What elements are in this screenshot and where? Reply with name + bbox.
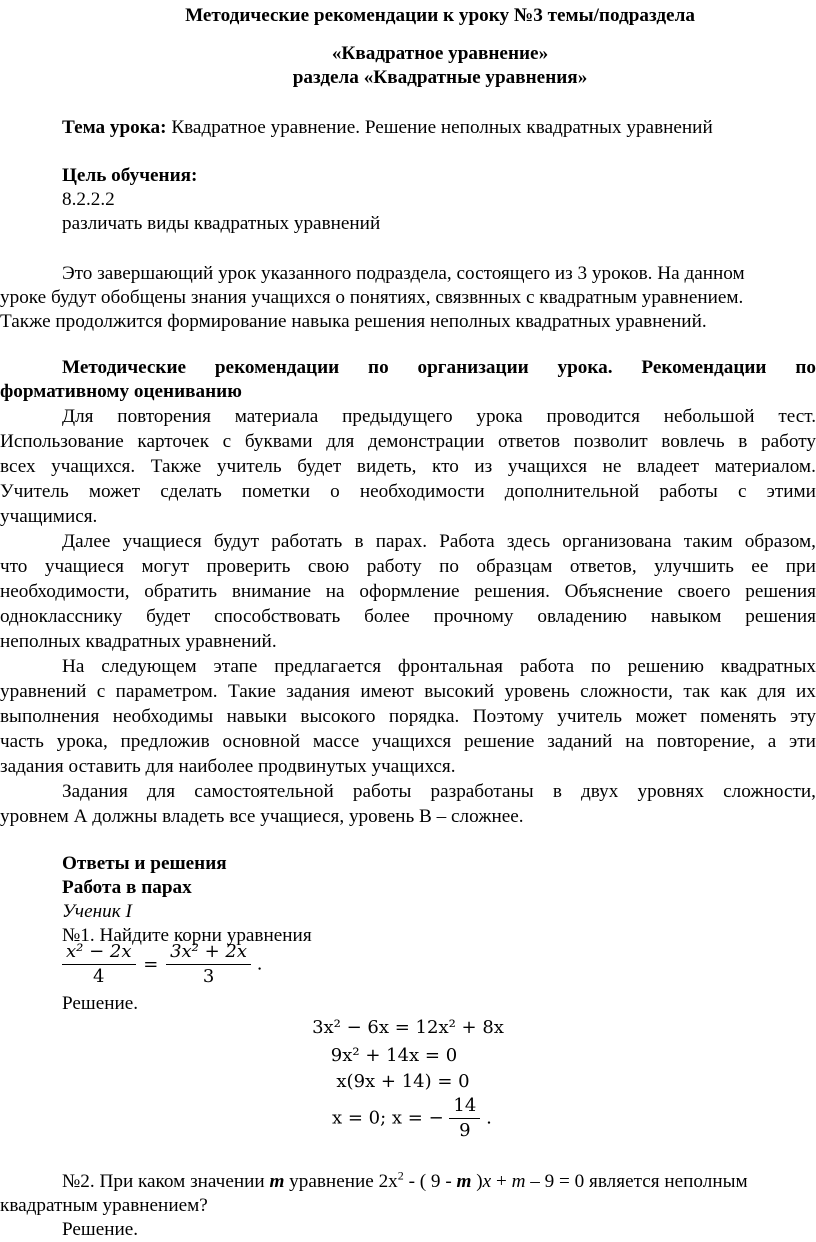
word: сложности,	[723, 781, 816, 802]
word: организована	[562, 531, 672, 552]
word: учитель	[216, 456, 282, 477]
word: предложив	[120, 731, 210, 752]
intro-line-1: Это завершающий урок указанного подраздела, состоящего из 3 уроков. На данном	[62, 263, 745, 284]
para2-line-3	[0, 580, 816, 604]
word: овладению	[537, 606, 628, 627]
step4-fraction	[449, 1096, 480, 1141]
task2-exponent: 2	[397, 1168, 404, 1183]
para4-line-2: уровнем А должны владеть все учащиеся, уровень В – сложнее.	[0, 806, 524, 827]
word: для	[757, 681, 786, 702]
word: предыдущего	[342, 406, 453, 427]
equals-sign: =	[143, 953, 159, 975]
word: порядка.	[388, 706, 460, 727]
word: необходимости	[359, 481, 485, 502]
right-denominator: 3	[202, 966, 215, 987]
word: решения	[745, 581, 816, 602]
word: пометки	[241, 481, 310, 502]
word: ответов,	[569, 556, 637, 577]
word: оформление	[359, 581, 460, 602]
word: внимание	[231, 581, 312, 602]
solution-label-2: Решение.	[62, 1219, 139, 1240]
left-numerator: x² − 2x	[66, 941, 132, 962]
word: выполнения	[0, 706, 100, 727]
word: может	[635, 706, 687, 727]
word: Также	[150, 456, 202, 477]
word: организации	[417, 357, 529, 378]
word: учащихся.	[51, 456, 136, 477]
left-denominator: 4	[93, 966, 105, 987]
task2-param: m	[456, 1171, 472, 1192]
word: сделать	[160, 481, 222, 502]
word: Объяснение	[564, 581, 663, 602]
goal-label: Цель обучения:	[62, 165, 198, 186]
doc-title-line1: Методические рекомендации к уроку №3 темы/подраздела	[185, 5, 695, 26]
word: урока,	[56, 731, 108, 752]
para2-line-5: неполных квадратных уравнений.	[0, 631, 277, 652]
word: демонстрации	[368, 431, 485, 452]
task2-line-2: квадратным уравнением?	[0, 1195, 208, 1216]
right-fraction	[166, 942, 251, 987]
method-heading-line-1	[62, 356, 816, 380]
word: решение	[463, 731, 535, 752]
word: работать	[271, 531, 343, 552]
word: Использование	[0, 431, 124, 452]
word: будет	[146, 606, 191, 627]
word: по	[439, 556, 459, 577]
para1-line-2	[0, 430, 816, 454]
word: следующем	[101, 656, 197, 677]
word: высокого	[300, 706, 376, 727]
word: карточек	[137, 431, 210, 452]
word: этими	[766, 481, 816, 502]
word: буквами	[244, 431, 313, 452]
task2-param: m	[269, 1171, 285, 1192]
para3-line-3	[0, 705, 816, 729]
task2-text	[62, 1170, 748, 1194]
method-heading-line-2: формативному оцениванию	[0, 381, 242, 402]
word: для	[326, 431, 355, 452]
word: образом,	[744, 531, 816, 552]
word: Поэтому	[472, 706, 544, 727]
word: работу	[761, 431, 816, 452]
intro-line-2: уроке будут обобщены знания учащихся о понятиях, связвнных с квадратным уравнением.	[0, 287, 744, 308]
word: дополнительной	[504, 481, 640, 502]
word: всех	[0, 456, 36, 477]
word: Такие	[228, 681, 276, 702]
para2-line-2	[0, 555, 816, 579]
solution-label: Решение.	[62, 993, 139, 1014]
word: необходимы	[112, 706, 214, 727]
word: учащихся	[507, 456, 588, 477]
pairs-heading: Работа в парах	[62, 877, 192, 898]
lesson-topic	[62, 116, 713, 140]
word: способствовать	[214, 606, 341, 627]
word: владеет	[636, 456, 700, 477]
word: поменять	[700, 706, 777, 727]
word: здесь	[506, 531, 551, 552]
word: на	[625, 731, 644, 752]
para3-line-5: задания оставить для наиболее продвинутых учащихся.	[0, 756, 456, 777]
word: обратить	[144, 581, 218, 602]
word: ее	[751, 556, 769, 577]
word: эти	[789, 731, 816, 752]
word: этапе	[213, 656, 258, 677]
intro-line-3: Также продолжится формирование навыка решения неполных квадратных уравнений.	[0, 311, 707, 332]
right-numerator: 3x² + 2x	[170, 941, 248, 962]
word: решению	[627, 656, 704, 677]
word: навыки	[226, 706, 287, 727]
word: решения.	[474, 581, 550, 602]
word: Для	[62, 406, 94, 427]
word: эту	[789, 706, 816, 727]
word: позволит	[573, 431, 648, 452]
goal-text: различать виды квадратных уравнений	[62, 213, 381, 234]
solution-step-2: 9x² + 14x = 0	[330, 1045, 458, 1066]
word: более	[364, 606, 410, 627]
doc-title-line3: раздела «Квадратные уравнения»	[292, 67, 588, 88]
word: самостоятельной	[194, 781, 334, 802]
word: Учитель	[0, 481, 69, 502]
task2-param: m	[511, 1171, 526, 1192]
word: необходимости,	[0, 581, 130, 602]
word: по	[368, 357, 389, 378]
word: массе	[312, 731, 360, 752]
word: квадратных	[720, 656, 816, 677]
word: таким	[683, 531, 733, 552]
word: учащихся	[372, 731, 452, 752]
para1-line-1	[62, 405, 816, 429]
para3-line-4	[0, 730, 816, 754]
word: видеть,	[356, 456, 417, 477]
word: будут	[213, 531, 260, 552]
answers-heading: Ответы и решения	[62, 853, 227, 874]
para1-line-3	[0, 455, 816, 479]
task2-variable: x	[482, 1171, 492, 1192]
lesson-topic-label: Тема урока:	[62, 117, 167, 138]
word: свою	[307, 556, 350, 577]
word: как	[720, 681, 748, 702]
word: Задания	[62, 781, 128, 802]
fraction-bar	[62, 964, 136, 965]
word: в	[354, 531, 364, 552]
goal-code: 8.2.2.2	[62, 189, 115, 210]
para3-line-2	[0, 680, 816, 704]
word: сложности,	[580, 681, 673, 702]
task2-part: )	[471, 1171, 483, 1192]
word: разработаны	[430, 781, 534, 802]
word: ответов	[498, 431, 561, 452]
task2-part: - ( 9 -	[403, 1171, 457, 1192]
para3-line-1	[62, 655, 816, 679]
solution-step-4	[332, 1096, 492, 1141]
word: улучшить	[654, 556, 734, 577]
task1-text: №1. Найдите корни уравнения	[62, 925, 312, 946]
word: не	[602, 456, 622, 477]
word: на	[325, 581, 345, 602]
word: образцам	[476, 556, 553, 577]
word: уравнений	[0, 681, 87, 702]
word: могут	[141, 556, 190, 577]
word: задания	[286, 681, 351, 702]
word: прочному	[433, 606, 514, 627]
step4-numerator: 14	[453, 1095, 477, 1116]
lesson-topic-value: Квадратное уравнение. Решение неполных квадратных уравнений	[166, 117, 713, 138]
word: работы	[659, 481, 718, 502]
word: Работа	[439, 531, 495, 552]
word: уровень	[504, 681, 570, 702]
task1-equation	[62, 942, 262, 987]
word: так	[683, 681, 710, 702]
word: кто	[432, 456, 459, 477]
word: вовлечь	[661, 431, 725, 452]
para2-line-4	[0, 605, 816, 629]
word: проводится	[546, 406, 640, 427]
word: о	[330, 481, 340, 502]
word: решения	[745, 606, 816, 627]
word: Далее	[62, 531, 111, 552]
word: с	[222, 431, 232, 452]
equation-period: .	[256, 953, 263, 975]
step4-left: x = 0; x = −	[332, 1107, 444, 1129]
word: однокласснику	[0, 606, 123, 627]
word: На	[62, 656, 85, 677]
word: предлагается	[274, 656, 382, 677]
word: рекомендации	[214, 357, 340, 378]
word: в	[738, 431, 748, 452]
word: в	[552, 781, 562, 802]
word: небольшой	[663, 406, 755, 427]
word: фронтальная	[397, 656, 503, 677]
word: работу	[366, 556, 422, 577]
word: параметром.	[115, 681, 218, 702]
word: может	[88, 481, 141, 502]
word: высокий	[424, 681, 495, 702]
para1-line-4	[0, 480, 816, 504]
word: заданий	[547, 731, 613, 752]
fraction-bar	[449, 1118, 480, 1119]
task2-part: – 9 = 0 является неполным	[525, 1171, 748, 1192]
solution-step-3: x(9x + 14) = 0	[336, 1071, 470, 1092]
word: урока.	[557, 357, 613, 378]
fraction-bar	[166, 964, 251, 965]
word: работа	[519, 656, 575, 677]
para4-line-1	[62, 780, 816, 804]
para1-line-5: учащимися.	[0, 506, 98, 527]
word: учитель	[557, 706, 622, 727]
word: что	[0, 556, 28, 577]
step4-denominator: 9	[459, 1120, 471, 1141]
word: по	[795, 357, 816, 378]
word: проверить	[206, 556, 291, 577]
task2-part: +	[491, 1171, 512, 1192]
word: учащиеся	[122, 531, 202, 552]
word: повторения	[117, 406, 211, 427]
doc-title-line2: «Квадратное уравнение»	[331, 43, 549, 64]
word: а	[767, 731, 777, 752]
task2-part: уравнение 2x	[284, 1171, 398, 1192]
word: с	[96, 681, 106, 702]
left-fraction	[62, 942, 136, 987]
word: тест.	[778, 406, 816, 427]
word: для	[146, 781, 176, 802]
word: из	[474, 456, 493, 477]
word: Методические	[62, 357, 187, 378]
word: с	[737, 481, 747, 502]
word: урока	[476, 406, 523, 427]
word: их	[796, 681, 816, 702]
word: учащиеся	[44, 556, 124, 577]
student-label: Ученик I	[62, 901, 132, 922]
para2-line-1	[62, 530, 816, 554]
word: парах.	[375, 531, 427, 552]
word: двух	[581, 781, 619, 802]
word: материала	[234, 406, 319, 427]
word: своего	[677, 581, 731, 602]
word: будет	[297, 456, 342, 477]
step4-period: .	[486, 1107, 492, 1129]
task2-part: №2. При каком значении	[62, 1171, 270, 1192]
word: имеют	[360, 681, 414, 702]
word: навыком	[650, 606, 722, 627]
solution-step-1: 3x² − 6x = 12x² + 8x	[312, 1017, 504, 1038]
word: при	[785, 556, 816, 577]
word: Рекомендации	[641, 357, 767, 378]
word: материалом.	[714, 456, 816, 477]
word: по	[590, 656, 611, 677]
word: уровнях	[637, 781, 705, 802]
word: повторение,	[656, 731, 755, 752]
word: часть	[0, 731, 44, 752]
word: основной	[222, 731, 301, 752]
word: работы	[352, 781, 412, 802]
